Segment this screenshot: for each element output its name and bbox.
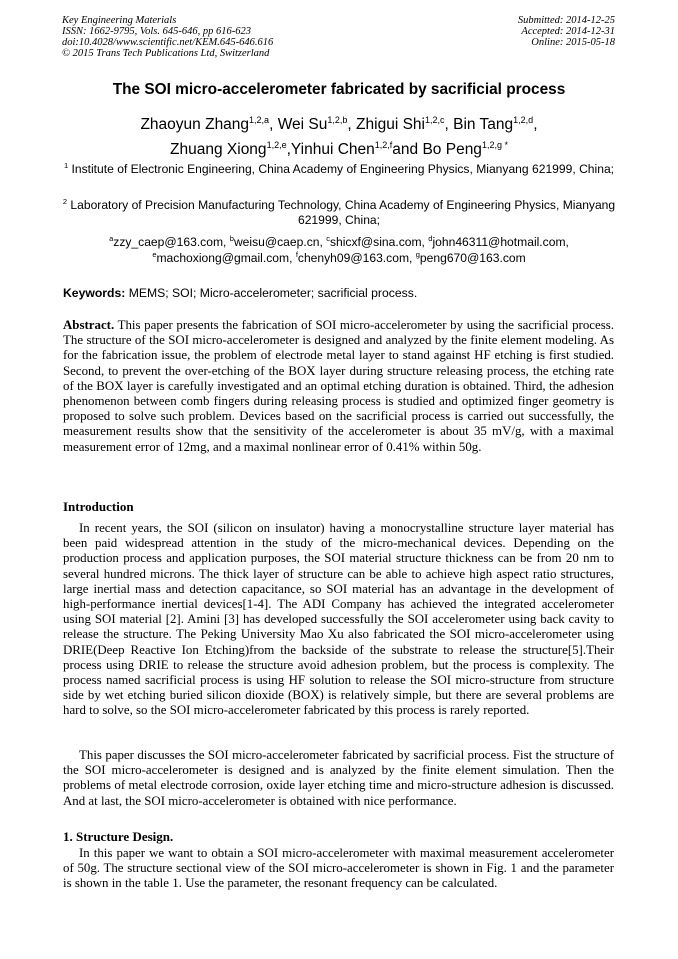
email-link[interactable]: $^d$john46311@hotmail.com, [428,234,569,249]
author: Wei Su$^{1,2,b}$, [277,115,357,133]
structure-design-heading: 1. Structure Design. [63,829,174,844]
structure-design-paragraph: In this paper we want to obtain a SOI micro-accelerometer with maximal measurement accelerometer of 50g. The structure sectional view of the SOI micro-accelerometer is shown in Fig. 1 and the parameter is shown in the table 1. Use the parameter, the resonant frequency can be calculated. [63,846,614,891]
copyright-line: © 2015 Trans Tech Publications Ltd, Switzerland [62,48,270,59]
affiliation-2: $^2$ Laboratory of Precision Manufacturing Technology, China Academy of Engineering Physics, Mianyang 621999, China; [62,197,616,227]
author: Zhigui Shi$^{1,2,c}$, [356,115,454,133]
affiliation-1: $^1$ Institute of Electronic Engineering, China Academy of Engineering Physics, Mianyang 621999, China; [63,161,615,176]
submitted-date: Submitted: 2014-12-25 [517,15,615,26]
email-list [60,234,618,266]
author: Yinhui Chen$^{1,2,f}$ [290,140,393,158]
keywords-text: MEMS; SOI; Micro-accelerometer; sacrificial process. [128,286,418,300]
abstract [63,318,614,455]
paper-title: The SOI micro-accelerometer fabricated by sacrificial process [112,81,566,98]
journal-name: Key Engineering Materials [62,15,177,26]
keywords-label: Keywords: [63,286,126,300]
introduction-heading: Introduction [63,499,134,514]
abstract-text: This paper presents the fabrication of SOI micro-accelerometer by using the sacrificial process. The structure of the SOI micro-accelerometer is designed and analyzed by the finite element modeling. As for the fabrication issue, the problem of electrode metal layer to stand against HF etching is first studied. Second, to prevent the over-etching of the BOX layer during structure releasing process, the etching rate of the BOX layer is carefully investigated and an optimal etching duration is obtained. Third, the adhesion phenomenon between comb fingers during releasing process is studied and optimized finger geometry is proposed to solve such problem. Devices based on the sacrificial process is carried out successfully, the measurement results show that the sensitivity of the accelerometer is about 35 mV/g, with a maximal measurement error of 12mg, and a maximal nonlinear error of 0.41% within 50g. [63,318,614,454]
author-list [60,112,618,162]
email-link[interactable]: $^c$shicxf@sina.com, [326,234,429,249]
introduction-paragraph-2: This paper discusses the SOI micro-accelerometer fabricated by sacrificial process. Fist the structure of the SOI micro-accelerometer is designed and is analyzed by the finite element simulation. Then the problems of metal electrode corrosion, oxide layer etching time and micro-structure adhesion is discussed. And at last, the SOI micro-accelerometer is obtained with nice performance. [63,748,614,808]
keywords [63,286,417,300]
issn-line: ISSN: 1662-9795, Vols. 645-646, pp 616-623 [62,26,251,37]
abstract-label: Abstract. [63,318,115,332]
introduction-paragraph-1: In recent years, the SOI (silicon on insulator) having a monocrystalline structure layer material has been paid widespread attention in the study of the micro-mechanical devices. Depending on the production process and application purposes, the SOI material structure thickness can be from 20 nm to several hundred microns. The thick layer of structure can be able to achieve high aspect ratio structures, large inertial mass and detection capacitance, so SOI material has an advantage in the development of high-performance inertial devices[1-4]. The ADI Company has achieved the integrated accelerometer using SOI material [2]. Amini [3] has developed successfully the SOI accelerometer using back cavity to release the structure. The Peking University Mao Xu also fabricated the SOI micro-accelerometer using DRIE(Deep Reactive Ion Etching)from the backside of the substrate to release the structure[5].Their process using DRIE to release the structure avoid adhesion problem, but the process is complexity. The process named sacrificial process is using HF solution to release the SOI micro-structure from structure side by wet etching buried silicon dioxide (BOX) is relatively simple, but there are several problems are hard to solve, so the SOI micro-accelerometer fabricated by this process is rarely reported. [63,521,614,718]
email-link[interactable]: $^e$machoxiong@gmail.com, [152,250,296,265]
accepted-date: Accepted: 2014-12-31 [521,26,615,37]
journal-info [62,15,273,59]
dates-info [518,15,615,48]
email-link[interactable]: $^f$chenyh09@163.com, [295,250,416,265]
online-date: Online: 2015-05-18 [531,37,615,48]
author: and Bo Peng$^{1,2,g *}$ [392,140,508,158]
email-link[interactable]: $^b$weisu@caep.cn, [229,234,327,249]
author: Bin Tang$^{1,2,d}$, [453,115,538,133]
author: Zhaoyun Zhang$^{1,2,a}$, [140,115,278,133]
email-link[interactable]: $^g$peng670@163.com [415,250,526,265]
email-link[interactable]: $^a$zzy_caep@163.com, [109,234,230,249]
doi-link[interactable]: doi:10.4028/www.scientific.net/KEM.645-646.616 [62,37,274,48]
author: Zhuang Xiong$^{1,2,e}$, [170,140,291,158]
